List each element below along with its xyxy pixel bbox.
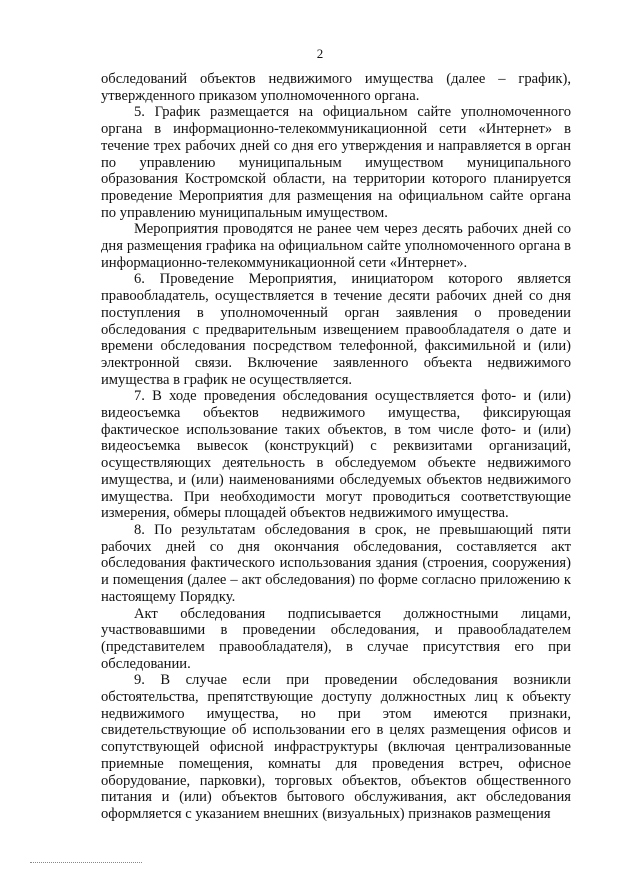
paragraph-continuation: обследований объектов недвижимого имущества (далее – график), утвержденного приказом уполномоченного органа. — [101, 71, 571, 104]
paragraph-item-6: 6. Проведение Мероприятия, инициатором которого является правообладатель, осуществляется в течение десяти рабочих дней со дня поступления в уполномоченный орган заявления о проведении обследования с предварительным извещением правообладателя о дате и времени обследования посредством телефонной, факсимильной и (или) электронной связи. Включение заявленного объекта недвижимого имущества в график не осуществляется. — [101, 271, 571, 388]
footer-divider — [30, 862, 142, 863]
page-number: 2 — [316, 46, 324, 61]
document-body — [101, 71, 571, 823]
paragraph-item-7: 7. В ходе проведения обследования осуществляется фото- и (или) видеосъемка объектов недвижимого имущества, фиксирующая фактическое использование таких объектов, в том числе фото- и (или) видеосъемка вывесок (конструкций) с реквизитами организаций, осуществляющих деятельность в обследуемом объекте недвижимого имущества, и (или) наименованиями обследуемых объектов недвижимого имущества. При необходимости могут проводиться соответствующие измерения, обмеры площадей объектов недвижимого имущества. — [101, 388, 571, 522]
paragraph-item-8: 8. По результатам обследования в срок, не превышающий пяти рабочих дней со дня окончания обследования, составляется акт обследования фактического использования здания (строения, сооружения) и помещения (далее – акт обследования) по форме согласно приложению к настоящему Порядку. — [101, 521, 571, 605]
paragraph-item-5: 5. График размещается на официальном сайте уполномоченного органа в информационно-телекоммуникационной сети «Интернет» в течение трех рабочих дней со дня его утверждения и направляется в орган по управлению муниципальным имуществом муниципального образования Костромской области, на территории которого планируется проведение Мероприятия для размещения на официальном сайте органа по управлению муниципальным имуществом. — [101, 104, 571, 221]
paragraph-item-9: 9. В случае если при проведении обследования возникли обстоятельства, препятствующие доступу должностных лиц к объекту недвижимого имущества, но при этом имеются признаки, свидетельствующие об использовании его в целях размещения офисов и сопутствующей офисной инфраструктуры (включая централизованные приемные помещения, комнаты для проведения встреч, офисное оборудование, парковки), торговых объектов, объектов общественного питания и (или) объектов бытового обслуживания, акт обследования оформляется с указанием внешних (визуальных) признаков размещения — [101, 672, 571, 822]
paragraph-item-5-note: Мероприятия проводятся не ранее чем через десять рабочих дней со дня размещения графика на официальном сайте уполномоченного органа в информационно-телекоммуникационной сети «Интернет». — [101, 221, 571, 271]
paragraph-item-8-act: Акт обследования подписывается должностными лицами, участвовавшими в проведении обследования, и правообладателем (представителем правообладателя), в случае присутствия его при обследовании. — [101, 605, 571, 672]
